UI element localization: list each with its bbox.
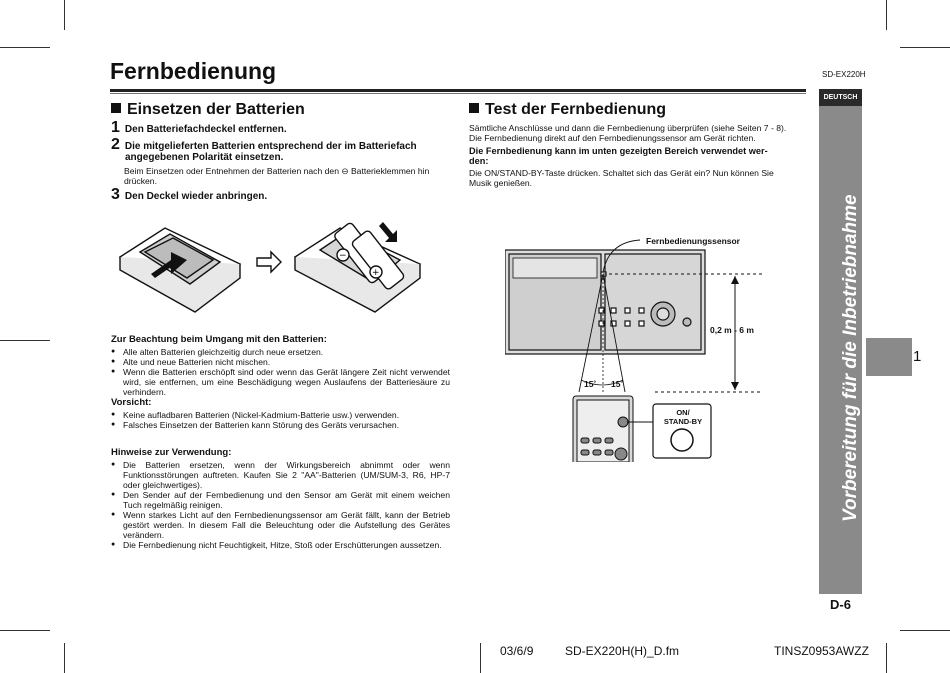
step-2 <box>111 136 451 163</box>
range-text <box>469 168 774 188</box>
standby-label-line: STAND-BY <box>663 417 703 426</box>
crop-mark <box>0 630 50 631</box>
battery-illustration <box>115 212 435 317</box>
range-text-line: Musik genießen. <box>469 178 533 188</box>
hints-heading: Hinweise zur Verwendung: <box>111 447 232 458</box>
list-item: ● Wenn starkes Licht auf den Fernbedienungssensor am Gerät fällt, kann der Betrieb gestört werden. In diesem Fall die Beleuchtung oder die Aufstellung des Gerätes verändern. <box>111 510 450 540</box>
chapter-number: 1 <box>913 348 922 365</box>
remote-control-icon <box>573 396 633 462</box>
hints-list <box>111 460 450 550</box>
crop-mark <box>64 0 65 30</box>
step-text-cont: angegebenen Polarität einsetzen. <box>125 152 284 163</box>
list-item: ● Keine aufladbaren Batterien (Nickel-Kadmium-Batterie usw.) verwenden. <box>111 410 450 420</box>
header-rule-thin <box>110 93 806 94</box>
page-number: D-6 <box>830 597 851 612</box>
caution-list <box>111 410 450 430</box>
caution-heading: Vorsicht: <box>111 397 152 408</box>
page-title: Fernbedienung <box>110 58 277 84</box>
square-bullet-icon <box>111 103 121 113</box>
step-3 <box>111 186 268 203</box>
intro-line: Die Fernbedienung direkt auf den Fernbedienungssensor am Gerät richten. <box>469 133 756 143</box>
crop-mark <box>886 643 887 673</box>
footer-code: TINSZ0953AWZZ <box>774 644 869 658</box>
step-2-note <box>124 166 429 186</box>
section-heading-text: Test der Fernbedienung <box>485 101 667 118</box>
remote-open-battery-icon <box>295 222 420 312</box>
range-line: Die Fernbedienung kann im unten gezeigten Bereich verwendet wer- <box>469 146 768 156</box>
care-heading: Zur Beachtung beim Umgang mit den Batterien: <box>111 334 327 345</box>
list-item: ● Die Batterien ersetzen, wenn der Wirkungsbereich abnimmt oder wenn Funktionsstörungen auftreten. Kaufen Sie 2 "AA"-Batterien (UM/SUM-3, R6, HP-7 oder gleichwertiges). <box>111 460 450 490</box>
range-line: den: <box>469 156 489 166</box>
list-item: ● Alte und neue Batterien nicht mischen. <box>111 357 450 367</box>
section-heading-batteries <box>111 101 305 119</box>
model-number: SD-EX220H <box>822 70 866 79</box>
step-number: 2 <box>111 136 120 153</box>
sensor-label: Fernbedienungssensor <box>646 236 740 246</box>
insert-arrow-icon <box>379 222 397 242</box>
standby-label <box>655 408 711 426</box>
intro-line: Sämtliche Anschlüsse und dann die Fernbedienung überprüfen (siehe Seiten 7 - 8). <box>469 123 787 133</box>
list-item: ● Die Fernbedienung nicht Feuchtigkeit, Hitze, Stoß oder Erschütterungen aussetzen. <box>111 540 450 550</box>
step-number: 3 <box>111 186 120 203</box>
sidebar-subtitle: - Fernbedienung - <box>860 198 875 309</box>
crop-mark <box>0 47 50 48</box>
step-text: Die mitgelieferten Batterien entsprechend der im Batteriefach <box>124 141 417 152</box>
standby-label-line: ON/ <box>676 408 690 417</box>
step-text: Den Deckel wieder anbringen. <box>124 191 268 202</box>
section-heading-text: Einsetzen der Batterien <box>127 101 305 118</box>
sidebar-title-main: Vorbereitung für die Inbetriebnahme <box>840 194 861 522</box>
angle-left-label: 15˚ <box>584 379 597 389</box>
footer-file: SD-EX220H(H)_D.fm <box>565 644 680 658</box>
list-item: ● Alle alten Batterien gleichzeitig durch neue ersetzen. <box>111 347 450 357</box>
list-item: ● Den Sender auf der Fernbedienung und den Sensor am Gerät mit einem weichen Tuch regelmäßig reinigen. <box>111 490 450 510</box>
chapter-tab <box>866 338 912 376</box>
angle-right-label: 15˚ <box>611 379 624 389</box>
crop-mark <box>900 630 950 631</box>
plus-symbol: + <box>372 268 380 278</box>
crop-mark <box>886 0 887 30</box>
section-heading-test <box>469 101 666 119</box>
list-item: ● Wenn die Batterien erschöpft sind oder wenn das Gerät längere Zeit nicht verwendet wird, sie entfernen, um eine Beschädigung wegen Auslaufens der Batteriesäure zu verhindern. <box>111 367 450 397</box>
crop-mark <box>64 643 65 673</box>
next-arrow-icon <box>257 252 281 272</box>
crop-mark <box>0 340 50 341</box>
list-item: ● Falsches Einsetzen der Batterien kann Störung des Geräts verursachen. <box>111 420 450 430</box>
step-1 <box>111 119 287 136</box>
minus-symbol: − <box>339 251 347 261</box>
remote-range-diagram <box>505 232 775 462</box>
note-line: drücken. <box>124 176 157 186</box>
remote-back-cover-icon <box>120 228 240 312</box>
language-tab: DEUTSCH <box>819 89 862 106</box>
step-number: 1 <box>111 119 120 136</box>
footer-date: 03/6/9 <box>500 644 534 658</box>
care-list <box>111 347 450 397</box>
range-text-line: Die ON/STAND-BY-Taste drücken. Schaltet sich das Gerät ein? Nun können Sie <box>469 168 774 178</box>
header-rule <box>110 89 806 92</box>
range-heading <box>469 146 768 166</box>
square-bullet-icon <box>469 103 479 113</box>
crop-mark <box>900 47 950 48</box>
standby-button-icon <box>671 429 693 451</box>
crop-mark <box>480 643 481 673</box>
test-intro <box>469 123 786 143</box>
step-text: Den Batteriefachdeckel entfernen. <box>124 124 287 135</box>
note-line: Beim Einsetzen oder Entnehmen der Batterien nach den ⊖ Batterieklemmen hin <box>124 166 430 176</box>
distance-label: 0,2 m - 6 m <box>710 325 754 335</box>
